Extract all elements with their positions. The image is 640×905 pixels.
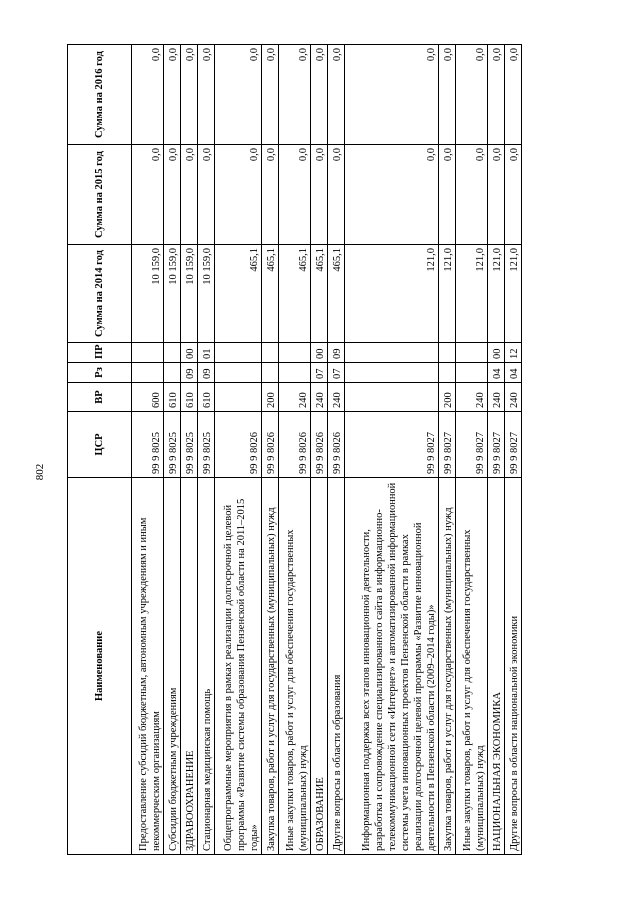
cell-sum-2015: 0,0 [214,145,262,245]
cell-name: Иные закупки товаров, работ и услуг для обеспечения государственных (муниципальных) нужд [279,478,311,855]
cell-sum-2015: 0,0 [311,145,328,245]
cell-sum-2014: 121,0 [344,245,439,343]
cell-sum-2016: 0,0 [181,45,198,145]
header-name: Наименование [68,478,132,855]
header-vr: ВР [68,383,132,412]
cell-pr [132,343,164,363]
cell-pr: 09 [328,343,345,363]
header-csr: ЦСР [68,412,132,478]
cell-name: НАЦИОНАЛЬНАЯ ЭКОНОМИКА [488,478,505,855]
table-row [164,45,181,855]
cell-sum-2015: 0,0 [456,145,488,245]
cell-pr [262,343,279,363]
cell-sum-2015: 0,0 [181,145,198,245]
cell-sum-2016: 0,0 [328,45,345,145]
cell-sum-2014: 10 159,0 [132,245,164,343]
table-row [311,45,328,855]
cell-name: Другие вопросы в области национальной экономики [505,478,522,855]
cell-rz [456,363,488,383]
cell-pr [164,343,181,363]
table-row [197,45,214,855]
table-body [132,45,522,855]
cell-pr [344,343,439,363]
cell-pr: 00 [488,343,505,363]
cell-sum-2014: 465,1 [279,245,311,343]
cell-sum-2016: 0,0 [132,45,164,145]
rotated-table-container [67,45,522,855]
budget-table [67,44,522,855]
cell-csr: 99 9 8025 [197,412,214,478]
table-row [132,45,164,855]
cell-pr [214,343,262,363]
table-header-row [68,45,132,855]
cell-sum-2016: 0,0 [439,45,456,145]
cell-sum-2014: 10 159,0 [164,245,181,343]
cell-sum-2015: 0,0 [328,145,345,245]
cell-rz [344,363,439,383]
cell-csr: 99 9 8026 [279,412,311,478]
cell-pr [279,343,311,363]
cell-vr [344,383,439,412]
table-row [262,45,279,855]
cell-sum-2014: 465,1 [214,245,262,343]
cell-vr: 240 [279,383,311,412]
cell-csr: 99 9 8027 [505,412,522,478]
cell-name: Информационная поддержка всех этапов инновационной деятельности, разработка и сопровождение специализированного сайта в информационно-телекоммуникационной сети «Интернет» и автоматизированной информационной системы учета инновационных проектов Пензенской области в рамках реализации долгосрочной целевой программы «Развитие инновационной деятельности в Пензенской области (2009–2014 годы)» [344,478,439,855]
table-row [439,45,456,855]
cell-csr: 99 9 8026 [214,412,262,478]
cell-vr: 200 [262,383,279,412]
header-rz: Рз [68,363,132,383]
table-row [279,45,311,855]
cell-sum-2015: 0,0 [197,145,214,245]
cell-pr [439,343,456,363]
cell-sum-2015: 0,0 [439,145,456,245]
page-number: 802 [34,463,46,481]
cell-name: Общепрограммные мероприятия в рамках реализации долгосрочной целевой программы «Развитие системы образования Пензенской области на 2011–2015 годы» [214,478,262,855]
cell-csr: 99 9 8027 [456,412,488,478]
cell-vr: 240 [311,383,328,412]
cell-sum-2014: 10 159,0 [197,245,214,343]
table-row [456,45,488,855]
cell-pr: 12 [505,343,522,363]
cell-rz [439,363,456,383]
cell-vr: 610 [164,383,181,412]
cell-rz [214,363,262,383]
cell-vr: 200 [439,383,456,412]
cell-name: Другие вопросы в области образования [328,478,345,855]
cell-csr: 99 9 8027 [488,412,505,478]
cell-vr: 610 [181,383,198,412]
cell-csr: 99 9 8026 [328,412,345,478]
cell-csr: 99 9 8026 [262,412,279,478]
cell-name: ОБРАЗОВАНИЕ [311,478,328,855]
cell-sum-2014: 121,0 [505,245,522,343]
cell-sum-2016: 0,0 [488,45,505,145]
cell-sum-2015: 0,0 [344,145,439,245]
cell-sum-2015: 0,0 [164,145,181,245]
cell-rz [164,363,181,383]
cell-sum-2015: 0,0 [262,145,279,245]
cell-name: ЗДРАВООХРАНЕНИЕ [181,478,198,855]
cell-rz [279,363,311,383]
header-sum-2015: Сумма на 2015 год [68,145,132,245]
cell-sum-2015: 0,0 [488,145,505,245]
table-row [214,45,262,855]
cell-sum-2016: 0,0 [164,45,181,145]
cell-csr: 99 9 8027 [344,412,439,478]
cell-name: Предоставление субсидий бюджетным, автономным учреждениям и иным некоммерческим организациям [132,478,164,855]
cell-sum-2014: 121,0 [456,245,488,343]
cell-pr: 00 [311,343,328,363]
cell-sum-2016: 0,0 [311,45,328,145]
cell-csr: 99 9 8025 [164,412,181,478]
cell-sum-2016: 0,0 [214,45,262,145]
cell-sum-2014: 465,1 [262,245,279,343]
cell-rz: 04 [505,363,522,383]
cell-csr: 99 9 8027 [439,412,456,478]
cell-name: Иные закупки товаров, работ и услуг для обеспечения государственных (муниципальных) нужд [456,478,488,855]
cell-sum-2015: 0,0 [132,145,164,245]
cell-name: Закупка товаров, работ и услуг для государственных (муниципальных) нужд [262,478,279,855]
cell-csr: 99 9 8025 [132,412,164,478]
table-row [488,45,505,855]
cell-name: Стационарная медицинская помощь [197,478,214,855]
cell-sum-2014: 465,1 [328,245,345,343]
cell-vr: 240 [456,383,488,412]
header-sum-2016: Сумма на 2016 год [68,45,132,145]
table-row [344,45,439,855]
cell-vr: 240 [505,383,522,412]
cell-name: Закупка товаров, работ и услуг для государственных (муниципальных) нужд [439,478,456,855]
header-pr: ПР [68,343,132,363]
cell-rz: 09 [181,363,198,383]
cell-vr: 600 [132,383,164,412]
cell-csr: 99 9 8026 [311,412,328,478]
cell-sum-2014: 121,0 [488,245,505,343]
cell-sum-2015: 0,0 [279,145,311,245]
cell-sum-2016: 0,0 [279,45,311,145]
header-sum-2014: Сумма на 2014 год [68,245,132,343]
cell-pr: 01 [197,343,214,363]
cell-csr: 99 9 8025 [181,412,198,478]
cell-sum-2014: 121,0 [439,245,456,343]
cell-name: Субсидии бюджетным учреждениям [164,478,181,855]
cell-vr: 610 [197,383,214,412]
cell-sum-2014: 10 159,0 [181,245,198,343]
cell-rz: 07 [328,363,345,383]
cell-pr: 00 [181,343,198,363]
table-row [181,45,198,855]
cell-sum-2015: 0,0 [505,145,522,245]
cell-vr: 240 [488,383,505,412]
cell-sum-2014: 465,1 [311,245,328,343]
cell-rz [262,363,279,383]
table-row [505,45,522,855]
cell-pr [456,343,488,363]
table-row [328,45,345,855]
cell-vr [214,383,262,412]
cell-sum-2016: 0,0 [505,45,522,145]
cell-rz [132,363,164,383]
cell-rz: 09 [197,363,214,383]
cell-sum-2016: 0,0 [262,45,279,145]
cell-rz: 04 [488,363,505,383]
cell-sum-2016: 0,0 [456,45,488,145]
cell-sum-2016: 0,0 [344,45,439,145]
cell-sum-2016: 0,0 [197,45,214,145]
cell-rz: 07 [311,363,328,383]
cell-vr: 240 [328,383,345,412]
